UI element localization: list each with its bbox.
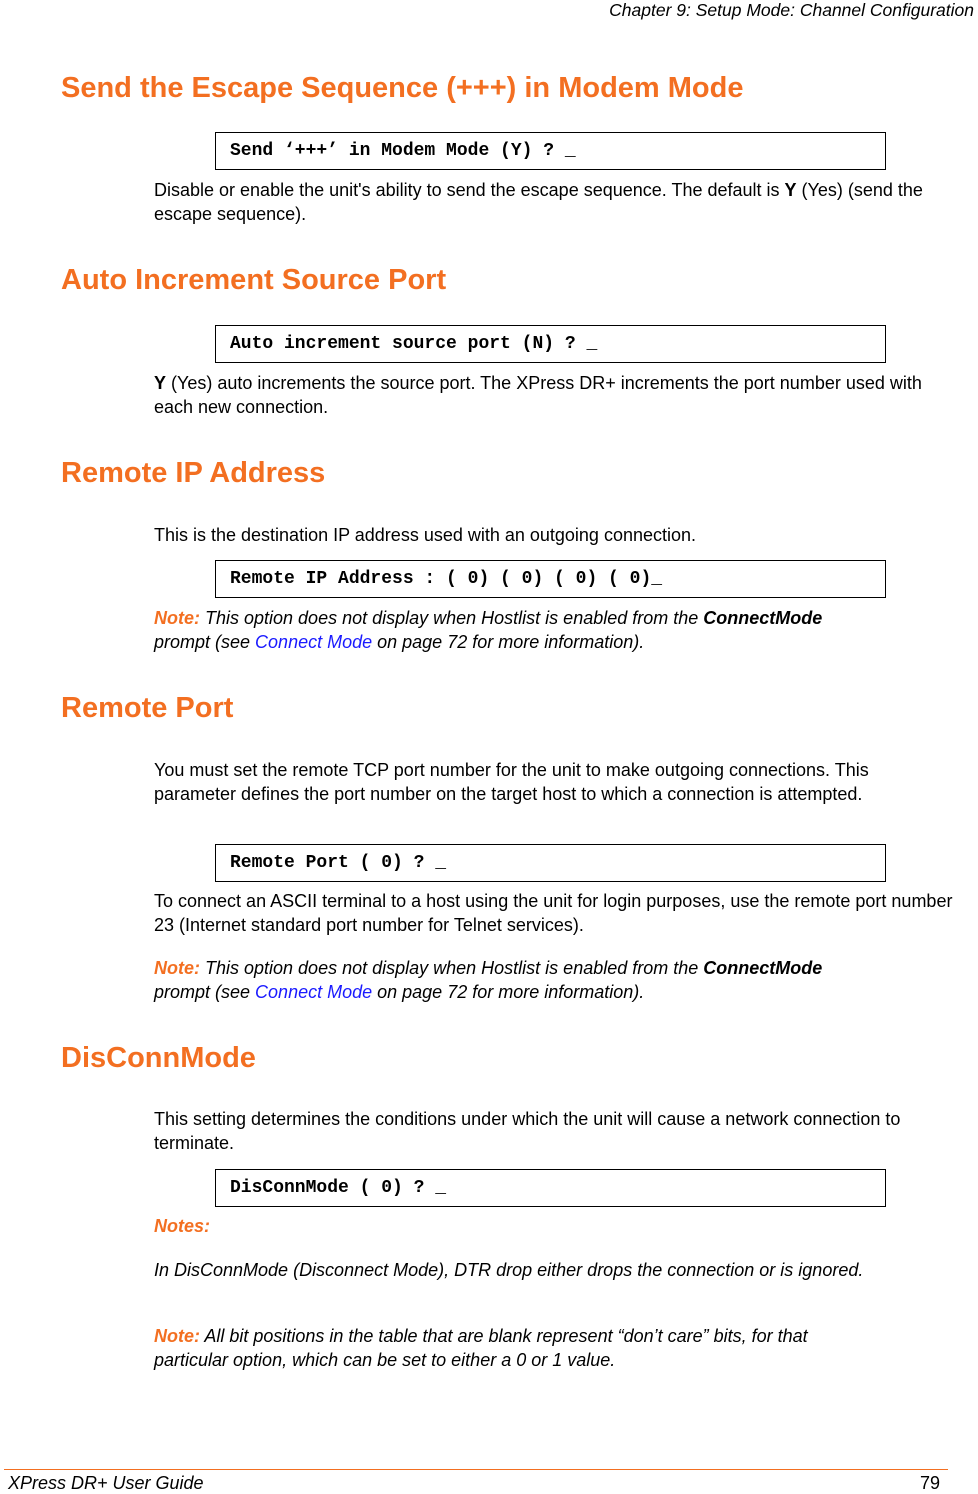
section-title-escape-sequence: Send the Escape Sequence (+++) in Modem Mode [61, 72, 744, 104]
intro-remote-ip: This is the destination IP address used with an outgoing connection. [154, 525, 697, 545]
note-text: All bit positions in the table that are blank represent “don’t care” bits, for that particular option, which can be set to either a 0 or 1 value. [154, 1326, 808, 1370]
intro-remote-port: You must set the remote TCP port number for the unit to make outgoing connections. This parameter defines the port number on the target host to which a connection is attempted. [154, 760, 869, 804]
chapter-header: Chapter 9: Setup Mode: Channel Configuration [609, 0, 974, 20]
code-remote-port: Remote Port ( 0) ? _ [215, 844, 886, 882]
section-title-remote-ip: Remote IP Address [61, 457, 326, 489]
note-disconnmode-bits [154, 1325, 879, 1372]
code-remote-ip: Remote IP Address : ( 0) ( 0) ( 0) ( 0)_ [215, 560, 886, 598]
footer-divider [4, 1469, 948, 1470]
note-text: prompt (see [154, 631, 256, 652]
note-text: on page 72 for more information). [372, 631, 645, 652]
option-value: Y [154, 373, 167, 393]
notes-heading [154, 1215, 966, 1239]
desc-text: Disable or enable the unit's ability to send the escape sequence. The default is [154, 180, 785, 200]
desc-text: (Yes) (send the escape sequence). [154, 180, 923, 224]
desc-remote-port: To connect an ASCII terminal to a host using the unit for login purposes, use the remote port number 23 (Internet standard port number for Telnet services). [154, 891, 953, 935]
code-auto-increment: Auto increment source port (N) ? _ [215, 325, 886, 363]
page-number: 79 [919, 1473, 940, 1493]
note-label: Note: [154, 608, 200, 628]
note-text: on page 72 for more information). [372, 981, 645, 1002]
note-label: Note: [154, 1326, 200, 1346]
note-label: Note: [154, 958, 200, 978]
desc-escape-sequence [154, 179, 966, 226]
note-disconnmode-dtr: In DisConnMode (Disconnect Mode), DTR drop either drops the connection or is ignored. [154, 1260, 864, 1280]
note-remote-ip [154, 607, 874, 654]
default-value: Y [784, 180, 797, 200]
intro-disconnmode: This setting determines the conditions under which the unit will cause a network connection to terminate. [154, 1109, 901, 1153]
connect-mode-link[interactable]: Connect Mode [255, 981, 373, 1002]
code-escape-sequence: Send ‘+++’ in Modem Mode (Y) ? _ [215, 132, 886, 170]
note-text: This option does not display when Hostlist is enabled from the [200, 958, 704, 978]
desc-text: (Yes) auto increments the source port. The XPress DR+ increments the port number used with each new connection. [154, 373, 922, 417]
section-title-disconnmode: DisConnMode [61, 1042, 256, 1074]
note-text: prompt (see [154, 981, 256, 1002]
connect-mode-link[interactable]: Connect Mode [255, 631, 373, 652]
code-disconnmode: DisConnMode ( 0) ? _ [215, 1169, 886, 1207]
section-title-remote-port: Remote Port [61, 692, 234, 724]
footer-guide-title: XPress DR+ User Guide [8, 1473, 204, 1493]
notes-label: Notes: [154, 1216, 211, 1236]
note-keyword: ConnectMode [703, 608, 823, 628]
note-keyword: ConnectMode [703, 958, 823, 978]
section-title-auto-increment: Auto Increment Source Port [61, 264, 447, 296]
desc-auto-increment [154, 372, 959, 419]
note-text: This option does not display when Hostlist is enabled from the [200, 608, 704, 628]
note-remote-port [154, 957, 874, 1004]
